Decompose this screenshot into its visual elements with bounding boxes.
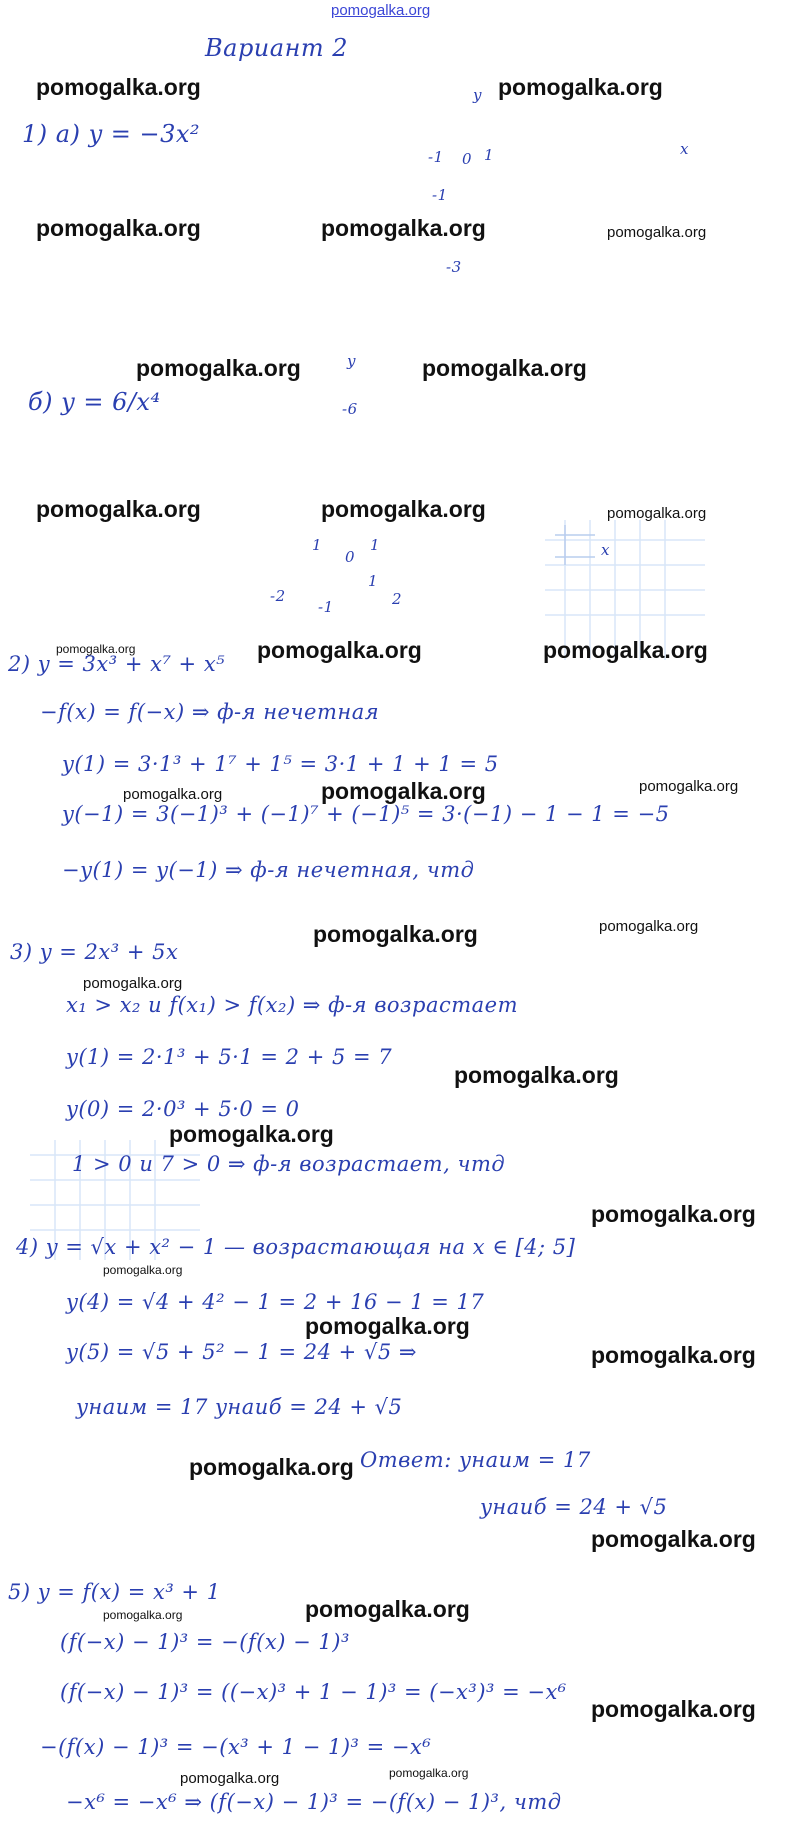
watermark: pomogalka.org — [607, 224, 707, 241]
task5-line: −x⁶ = −x⁶ ⇒ (f(−x) − 1)³ = −(f(x) − 1)³, чтд — [66, 1790, 562, 1814]
watermark: pomogalka.org — [169, 1121, 334, 1147]
watermark: pomogalka.org — [103, 1608, 183, 1622]
watermark: pomogalka.org — [321, 215, 486, 241]
watermark: pomogalka.org — [103, 1263, 183, 1277]
task1-b-tick: 0 — [345, 548, 356, 566]
task1-b-axis-x: x — [601, 541, 610, 559]
watermark: pomogalka.org — [607, 505, 707, 522]
task4-line: y(4) = √4 + 4² − 1 = 2 + 16 − 1 = 17 — [66, 1290, 485, 1314]
task4-line: y(5) = √5 + 5² − 1 = 24 + √5 ⇒ — [66, 1340, 417, 1364]
task1-b-tick: -2 — [270, 587, 286, 605]
watermark: pomogalka.org — [305, 1596, 470, 1622]
watermark: pomogalka.org — [36, 215, 201, 241]
watermark: pomogalka.org — [543, 637, 708, 663]
task1-a-tick: -1 — [428, 148, 444, 166]
task5-line: −(f(x) − 1)³ = −(x³ + 1 − 1)³ = −x⁶ — [40, 1735, 432, 1759]
task1-b-tick: 1 — [312, 536, 323, 554]
task1-a-axis-x: x — [680, 140, 689, 158]
task3-line: 3) y = 2x³ + 5x — [10, 940, 179, 964]
page-title: Вариант 2 — [205, 34, 349, 62]
watermark: pomogalka.org — [36, 74, 201, 100]
task1-a-tick: -1 — [432, 186, 448, 204]
task2-line: 2) y = 3x³ + x⁷ + x⁵ — [8, 652, 226, 676]
task4-line: yнаим = 17 yнаиб = 24 + √5 — [76, 1395, 403, 1419]
task1-a-axis-y: y — [473, 86, 482, 104]
task3-line: 1 > 0 и 7 > 0 ⇒ ф-я возрастает, чтд — [72, 1152, 506, 1176]
task1-b-formula: б) y = 6/x⁴ — [28, 388, 161, 416]
watermark: pomogalka.org — [257, 637, 422, 663]
task1-b-tick: -1 — [318, 598, 334, 616]
task2-line: −y(1) = y(−1) ⇒ ф-я нечетная, чтд — [62, 858, 475, 882]
task5-line: (f(−x) − 1)³ = ((−x)³ + 1 − 1)³ = (−x³)³ = −x⁶ — [60, 1680, 567, 1704]
watermark: pomogalka.org — [599, 918, 699, 935]
grid-fragment-3 — [555, 525, 595, 565]
watermark: pomogalka.org — [189, 1454, 354, 1480]
watermark: pomogalka.org — [422, 355, 587, 381]
task4-line: 4) y = √x + x² − 1 — возрастающая на x ∈ [4; 5] — [16, 1235, 576, 1259]
watermark: pomogalka.org — [591, 1201, 756, 1227]
watermark: pomogalka.org — [591, 1342, 756, 1368]
watermark: pomogalka.org — [498, 74, 663, 100]
task5-line: 5) y = f(x) = x³ + 1 — [8, 1580, 221, 1604]
task1-b-tick: 2 — [392, 590, 403, 608]
task5-line: (f(−x) − 1)³ = −(f(x) − 1)³ — [60, 1630, 350, 1654]
task4-answer: yнаиб = 24 + √5 — [480, 1495, 668, 1519]
watermark: pomogalka.org — [56, 642, 136, 656]
watermark: pomogalka.org — [123, 786, 223, 803]
task1-a-tick: 1 — [484, 146, 495, 164]
task3-line: y(1) = 2·1³ + 5·1 = 2 + 5 = 7 — [66, 1045, 393, 1069]
task1-a-tick: -3 — [446, 258, 462, 276]
task1-b-tick: 1 — [370, 536, 381, 554]
task1-a-formula: 1) а) y = −3x² — [22, 120, 201, 148]
task2-line: y(1) = 3·1³ + 1⁷ + 1⁵ = 3·1 + 1 + 1 = 5 — [62, 752, 499, 776]
watermark: pomogalka.org — [313, 921, 478, 947]
watermark: pomogalka.org — [321, 496, 486, 522]
watermark: pomogalka.org — [83, 975, 183, 992]
watermark: pomogalka.org — [591, 1696, 756, 1722]
watermark: pomogalka.org — [639, 778, 739, 795]
task4-answer: Ответ: yнаим = 17 — [360, 1448, 591, 1472]
watermark: pomogalka.org — [454, 1062, 619, 1088]
watermark: pomogalka.org — [591, 1526, 756, 1552]
task1-a-tick: 0 — [462, 150, 473, 168]
watermark: pomogalka.org — [389, 1766, 469, 1780]
task1-b-tick: -6 — [342, 400, 358, 418]
task2-line: y(−1) = 3(−1)³ + (−1)⁷ + (−1)⁵ = 3·(−1) − 1 − 1 = −5 — [62, 802, 670, 826]
watermark: pomogalka.org — [36, 496, 201, 522]
watermark: pomogalka.org — [321, 778, 486, 804]
top-watermark: pomogalka.org — [331, 2, 431, 19]
task1-b-tick: 1 — [368, 572, 379, 590]
watermark: pomogalka.org — [180, 1770, 280, 1787]
watermark: pomogalka.org — [136, 355, 301, 381]
watermark: pomogalka.org — [305, 1313, 470, 1339]
task3-line: y(0) = 2·0³ + 5·0 = 0 — [66, 1097, 300, 1121]
task3-line: x₁ > x₂ и f(x₁) > f(x₂) ⇒ ф-я возрастает — [66, 993, 519, 1017]
task1-b-axis-y: y — [347, 352, 356, 370]
task2-line: −f(x) = f(−x) ⇒ ф-я нечетная — [40, 700, 380, 724]
